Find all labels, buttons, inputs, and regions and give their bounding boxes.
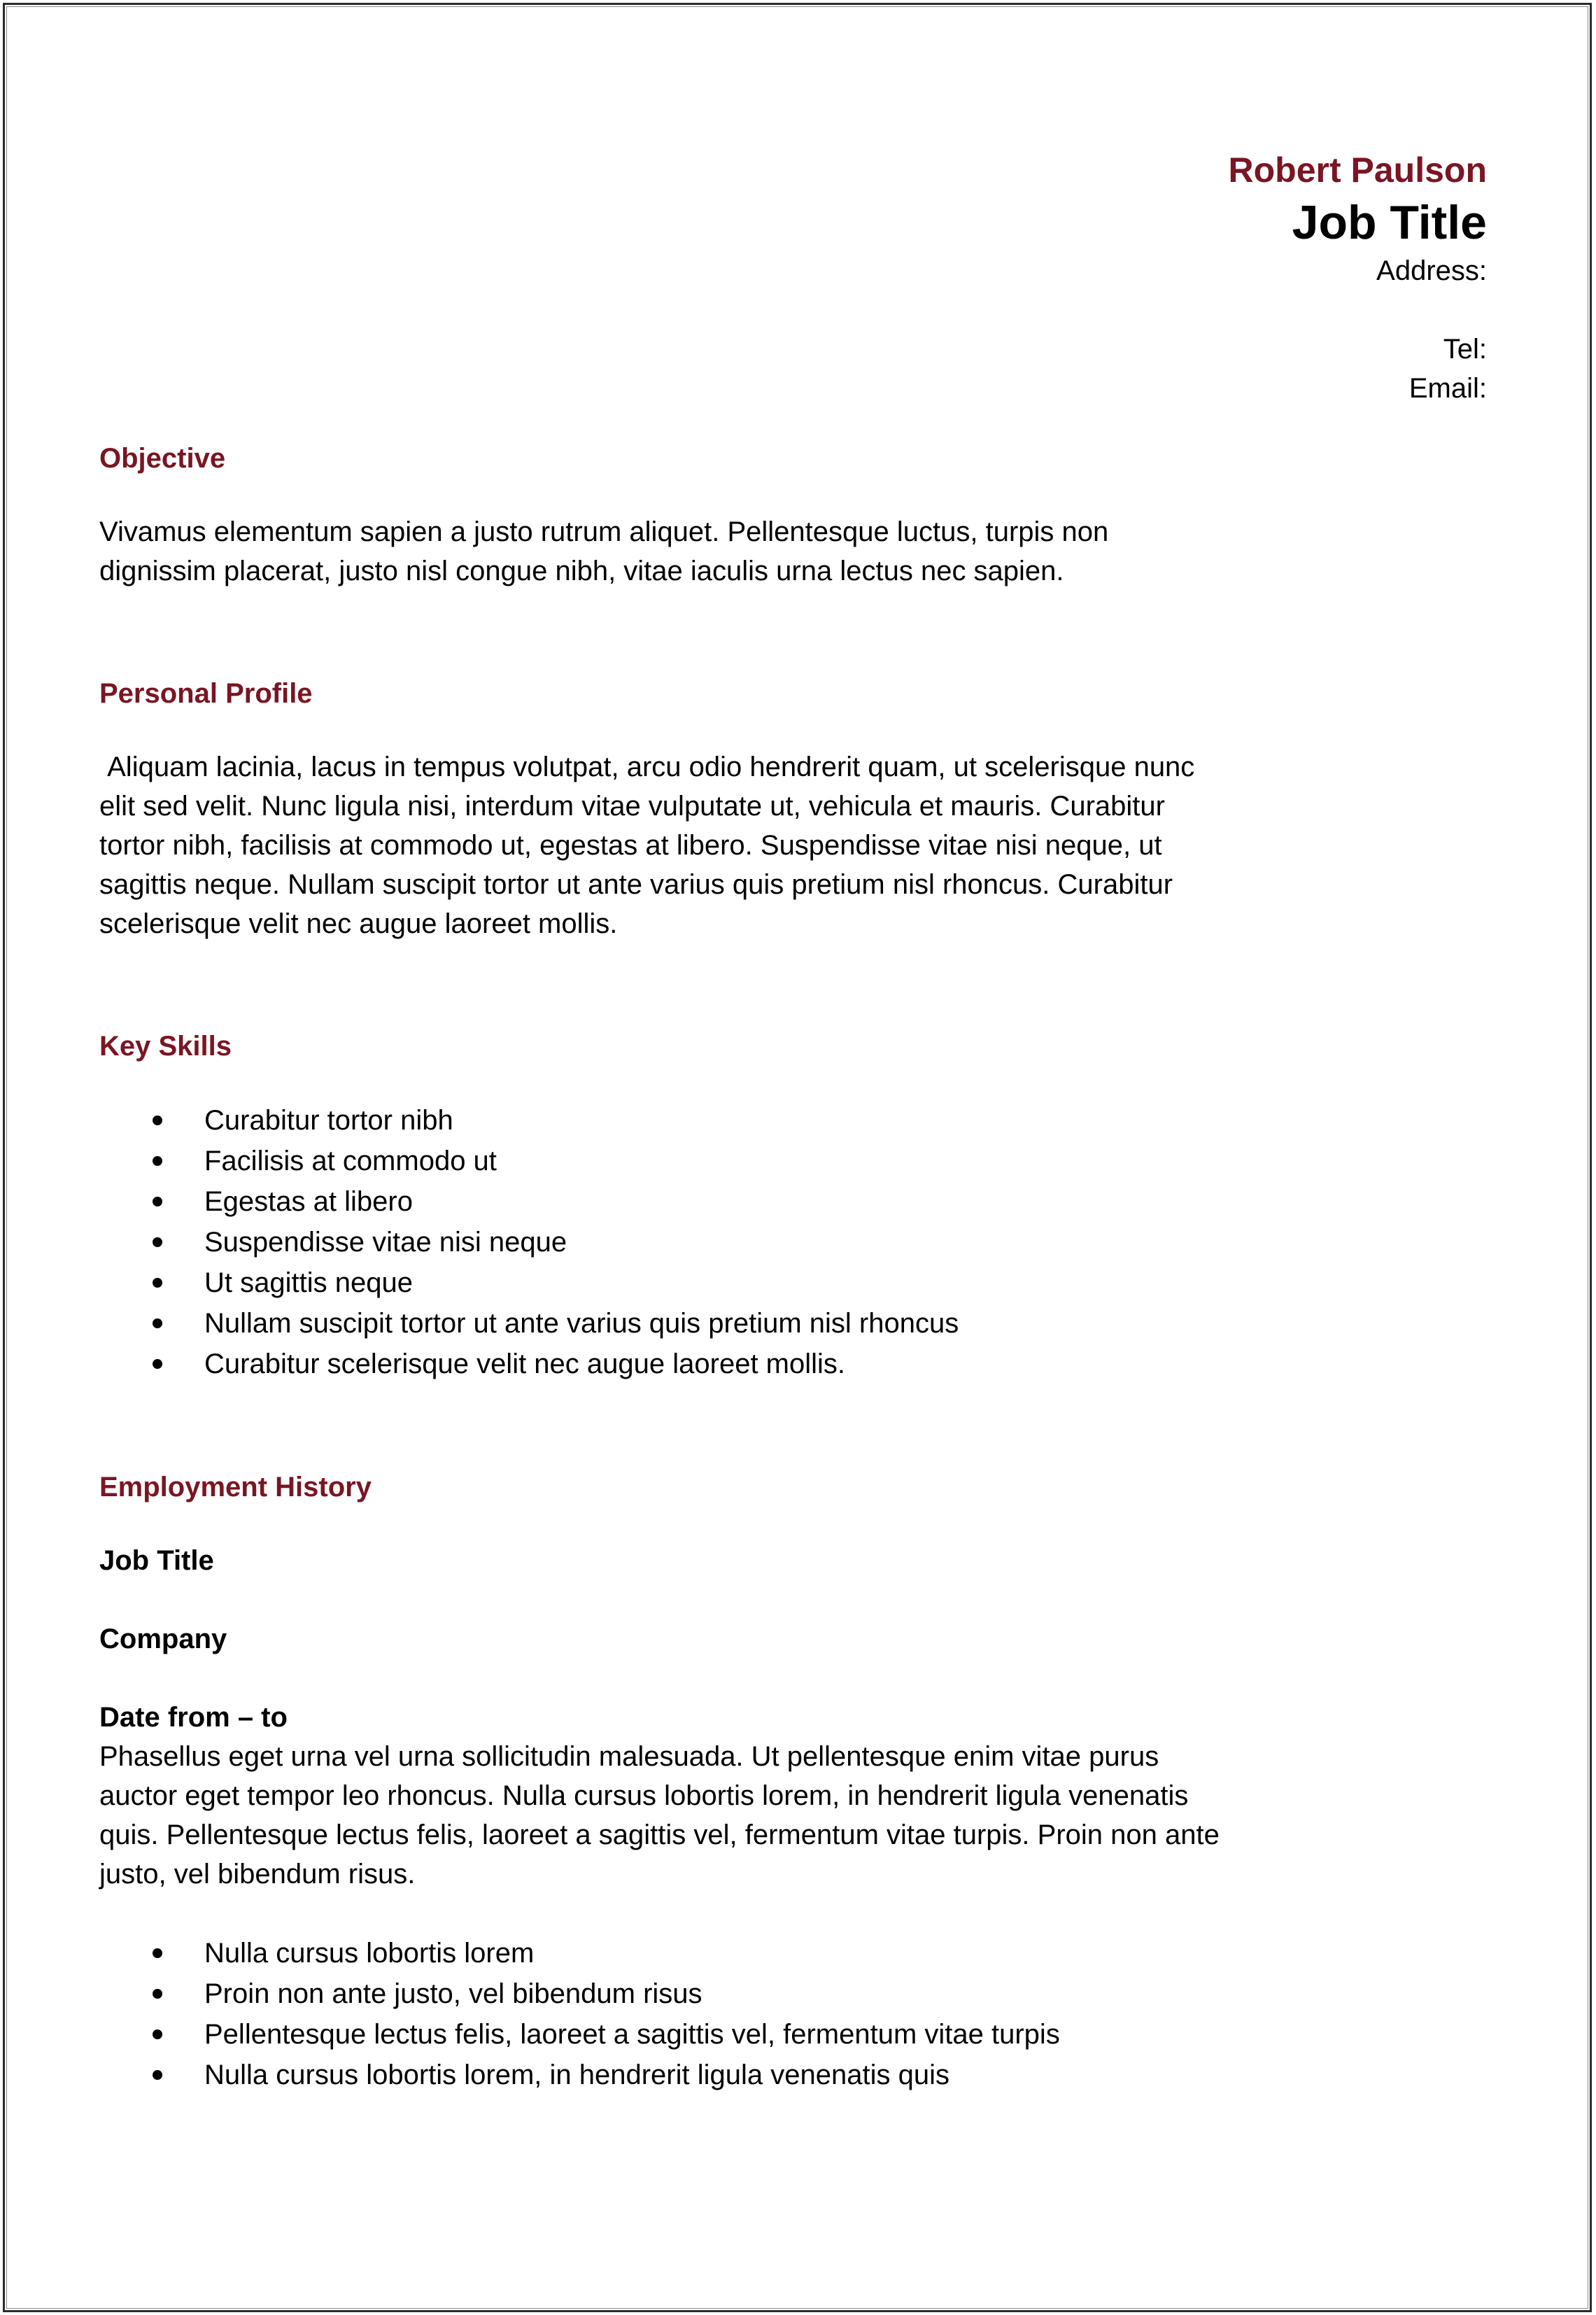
bullet-icon [153,1156,162,1166]
duty-list-item [99,1933,1233,1973]
personal-profile-text: Aliquam lacinia, lacus in tempus volutpat, arcu odio hendrerit quam, ut scelerisque nunc elit sed velit. Nunc ligula nisi, interdum vitae vulputate ut, vehicula et mauris. Curabitur tortor nibh, facilisis at commodo ut, egestas at libero. Suspendisse vitae nisi neque, ut sagittis neque. Nullam suscipit tortor ut ante varius quis pretium nisl rhoncus. Curabitur scelerisque velit nec augue laoreet mollis. [99,752,1203,939]
objective-section [99,434,1233,591]
employment-description: Phasellus eget urna vel urna sollicitudin malesuada. Ut pellentesque enim vitae purus auctor eget tempor leo rhoncus. Nulla cursus lobortis lorem, in hendrerit ligula venenatis quis. Pellentesque lectus felis, laoreet a sagittis vel, fermentum vitae turpis. Proin non ante justo, vel bibendum risus. [99,1741,1220,1890]
skill-text: Curabitur scelerisque velit nec augue laoreet mollis. [204,1349,846,1379]
key-skills-list [99,1100,1233,1384]
skill-list-item [99,1181,1233,1222]
bullet-icon [153,1318,162,1328]
objective-heading: Objective [99,443,226,474]
key-skills-section [99,1022,1233,1384]
address-blank-line [1229,290,1487,330]
skill-text: Facilisis at commodo ut [204,1146,497,1176]
resume-header [1229,143,1487,408]
bullet-icon [153,1948,162,1958]
email-label: Email: [1408,373,1487,404]
key-skills-heading: Key Skills [99,1031,232,1062]
header-job-title: Job Title [1292,196,1487,249]
skill-list-item [99,1262,1233,1303]
duty-list-item [99,2055,1233,2095]
duty-text: Proin non ante justo, vel bibendum risus [204,1978,702,2009]
employment-duties-list [99,1933,1233,2095]
candidate-name: Robert Paulson [1228,150,1487,190]
duty-text: Pellentesque lectus felis, laoreet a sagittis vel, fermentum vitae turpis [204,2019,1060,2050]
duty-list-item [99,1973,1233,2014]
objective-text: Vivamus elementum sapien a justo rutrum aliquet. Pellentesque luctus, turpis non dignissim placerat, justo nisl congue nibh, vitae iaculis urna lectus nec sapien. [99,516,1109,586]
personal-profile-heading: Personal Profile [99,678,313,709]
skill-list-item [99,1222,1233,1262]
bullet-icon [153,1237,162,1247]
skill-text: Ut sagittis neque [204,1267,413,1298]
duty-list-item [99,2014,1233,2055]
employment-job-title: Job Title [99,1545,214,1576]
bullet-icon [153,2070,162,2080]
skill-list-item [99,1100,1233,1141]
employment-history-heading: Employment History [99,1472,372,1503]
employment-history-section [99,1463,1233,2095]
resume-body [99,434,1233,2174]
duty-text: Nulla cursus lobortis lorem [204,1938,535,1969]
skill-text: Egestas at libero [204,1186,413,1217]
bullet-icon [153,1989,162,1999]
address-label: Address: [1376,255,1487,286]
skill-list-item [99,1344,1233,1384]
employment-company: Company [99,1624,227,1654]
skill-text: Suspendisse vitae nisi neque [204,1227,567,1258]
bullet-icon [153,1116,162,1125]
skill-list-item [99,1303,1233,1344]
duty-text: Nulla cursus lobortis lorem, in hendrerit ligula venenatis quis [204,2060,949,2090]
skill-list-item [99,1141,1233,1181]
employment-dates: Date from – to [99,1702,288,1733]
bullet-icon [153,1278,162,1288]
bullet-icon [153,1359,162,1369]
bullet-icon [153,2029,162,2039]
skill-text: Curabitur tortor nibh [204,1105,453,1136]
personal-profile-section [99,669,1233,943]
bullet-icon [153,1197,162,1206]
skill-text: Nullam suscipit tortor ut ante varius quis pretium nisl rhoncus [204,1308,959,1339]
tel-label: Tel: [1443,334,1487,365]
